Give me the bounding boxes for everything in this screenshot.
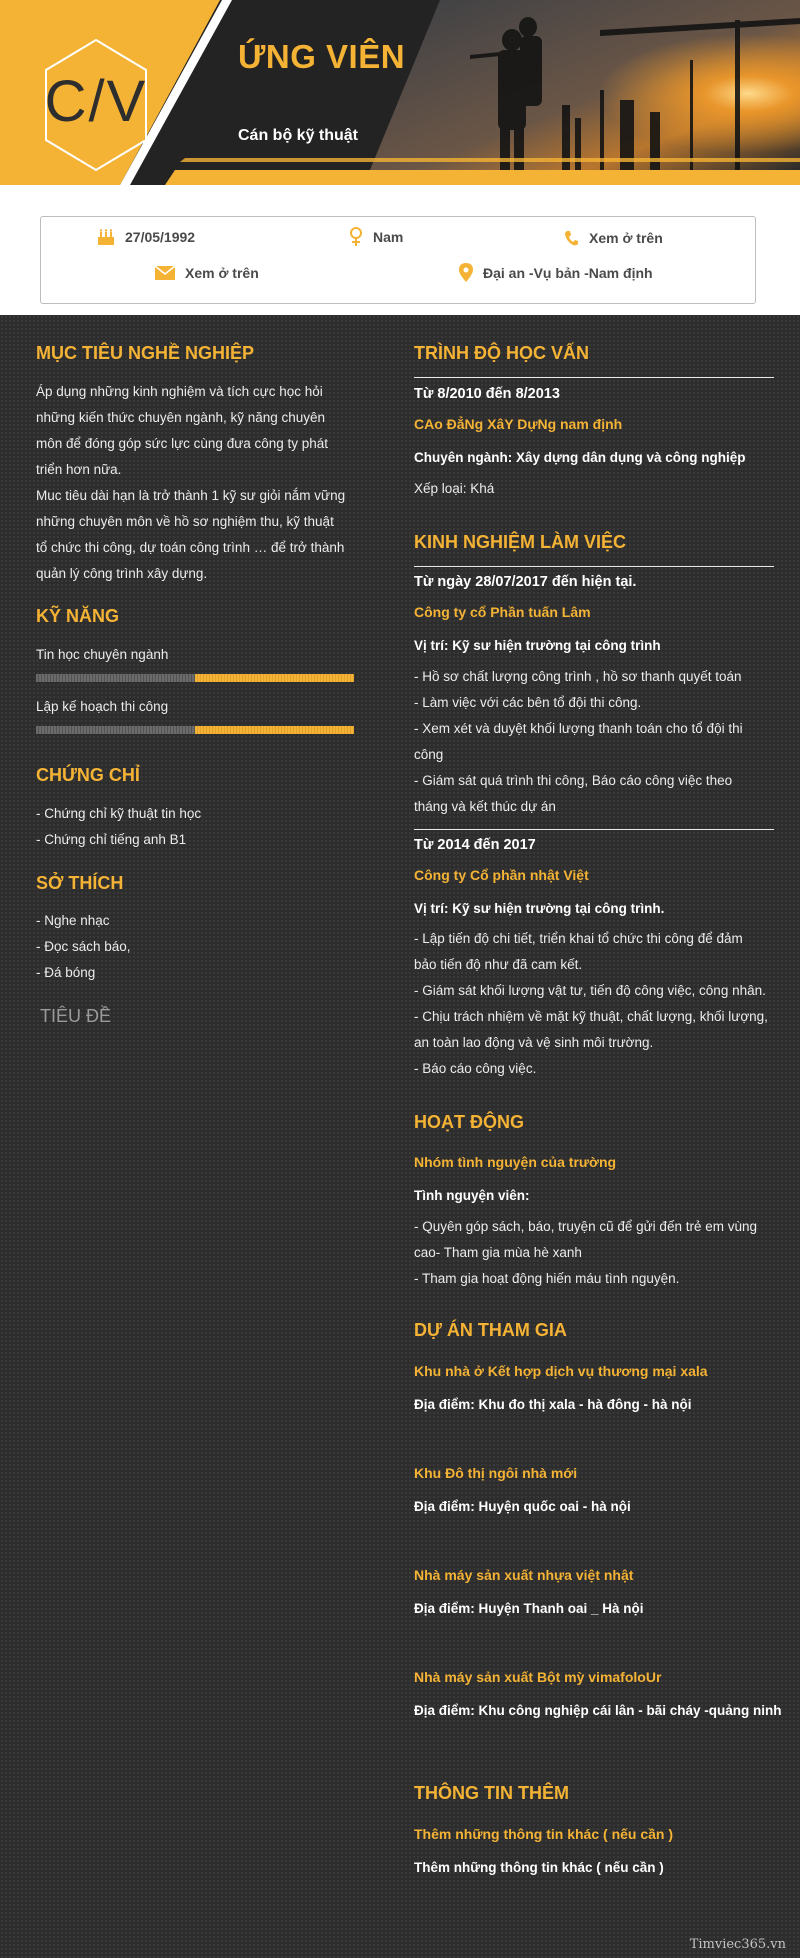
email-field	[155, 265, 259, 281]
project-name: Khu Đô thị ngôi nhà mới	[414, 1465, 578, 1481]
objective-line: triển hơn nữa.	[36, 462, 122, 477]
birthday-field	[97, 229, 195, 245]
activity-group: Nhóm tình nguyện của trường	[414, 1154, 617, 1170]
job-duty-line: - Xem xét và duyệt khối lượng thanh toán cho tổ đội thi	[414, 721, 743, 736]
extra-section-title[interactable]: TIÊU ĐỀ	[40, 1006, 112, 1026]
phone-value: Xem ở trên	[589, 230, 663, 246]
activity-line: - Tham gia hoạt động hiến máu tình nguyện.	[414, 1271, 680, 1286]
hobby-item: - Đá bóng	[36, 965, 96, 980]
location-pin-icon	[459, 263, 473, 282]
education-period: Từ 8/2010 đến 8/2013	[414, 386, 560, 402]
certificates-title: CHỨNG CHỈ	[36, 765, 140, 785]
education-major: Chuyên ngành: Xây dựng dân dụng và công nghiệp	[414, 450, 746, 465]
job-duty-line: - Giám sát khối lượng vật tư, tiến độ công việc, công nhân.	[414, 983, 766, 998]
objective-line: tổ chức thi công, dự toán công trình … để trở thành	[36, 540, 345, 555]
hobby-item: - Nghe nhạc	[36, 913, 110, 928]
envelope-icon	[155, 266, 175, 280]
projects-title: DỰ ÁN THAM GIA	[414, 1320, 567, 1340]
objective-line: môn để đóng góp sức lực cùng đưa công ty phát	[36, 436, 329, 451]
job-duty-line: - Giám sát quá trình thi công, Báo cáo công việc theo	[414, 773, 733, 788]
divider	[414, 377, 774, 378]
activity-line: - Quyên góp sách, báo, truyện cũ để gửi đến trẻ em vùng	[414, 1219, 757, 1234]
site-watermark: Timviec365.vn	[689, 1937, 786, 1952]
certificates-list	[36, 801, 201, 853]
more-info-subtitle: Thêm những thông tin khác ( nếu cần )	[414, 1826, 674, 1842]
job-duty-line: - Hồ sơ chất lượng công trình , hồ sơ thanh quyết toán	[414, 669, 742, 684]
job-period: Từ 2014 đến 2017	[414, 837, 536, 853]
divider	[414, 829, 774, 830]
job-duty-line: - Làm việc với các bên tổ đội thi công.	[414, 695, 642, 710]
school-name: CAo ĐẳNg XâY DựNg nam định	[414, 416, 623, 432]
skill-label: Lập kế hoạch thi công	[36, 699, 169, 714]
address-value: Đại an -Vụ bản -Nam định	[483, 264, 653, 281]
project-location: Địa điểm: Huyện quốc oai - hà nội	[414, 1499, 631, 1514]
more-info-title: THÔNG TIN THÊM	[414, 1783, 569, 1803]
skills-title: KỸ NĂNG	[36, 606, 120, 626]
hobbies-list	[36, 908, 131, 986]
gender-field	[349, 227, 403, 247]
project-location: Địa điểm: Huyện Thanh oai _ Hà nội	[414, 1601, 644, 1616]
certificate-item: - Chứng chỉ tiếng anh B1	[36, 832, 187, 847]
job-duty-line: bảo tiến độ như đã cam kết.	[414, 957, 583, 972]
skill-bar-fill	[195, 726, 354, 734]
gender-value: Nam	[373, 229, 404, 245]
job-duties	[414, 664, 784, 820]
candidate-role: Cán bộ kỹ thuật	[238, 127, 359, 144]
job-duties	[414, 926, 790, 1082]
phone-field	[563, 229, 663, 247]
birthday-value: 27/05/1992	[125, 229, 196, 245]
email-value: Xem ở trên	[185, 265, 259, 281]
certificate-item: - Chứng chỉ kỹ thuật tin học	[36, 806, 202, 821]
skill-bar	[36, 726, 354, 734]
job-duty-line: công	[414, 747, 444, 762]
education-title: TRÌNH ĐỘ HỌC VẤN	[414, 343, 589, 363]
job-company: Công ty cổ Phần tuấn Lâm	[414, 604, 591, 620]
job-duty-line: - Báo cáo công việc.	[414, 1061, 537, 1076]
address-field	[459, 263, 653, 282]
job-duty-line: - Lập tiến độ chi tiết, triển khai tổ chức thi công để đảm	[414, 931, 743, 946]
project-name: Nhà máy sản xuất Bột mỳ vimafoloUr	[414, 1669, 662, 1685]
cake-icon	[97, 229, 115, 245]
job-period: Từ ngày 28/07/2017 đến hiện tại.	[414, 574, 637, 590]
objective-text	[36, 379, 366, 587]
project-name: Khu nhà ở Kết hợp dịch vụ thương mại xala	[414, 1363, 708, 1379]
job-position: Vị trí: Kỹ sư hiện trường tại công trình.	[414, 901, 665, 916]
female-symbol-icon	[349, 227, 363, 247]
objective-line: những kiến thức chuyên ngành, kỹ năng chuyên	[36, 410, 326, 425]
project-location: Địa điểm: Khu đo thị xala - hà đông - hà nội	[414, 1397, 692, 1412]
job-duty-line: - Chịu trách nhiệm về mặt kỹ thuật, chất lượng, khối lượng,	[414, 1009, 768, 1024]
activity-line: cao- Tham gia mùa hè xanh	[414, 1245, 582, 1260]
hobbies-title: SỞ THÍCH	[36, 873, 124, 893]
skill-bar	[36, 674, 354, 682]
more-info-text: Thêm những thông tin khác ( nếu cần )	[414, 1860, 664, 1875]
candidate-name: ỨNG VIÊN	[238, 38, 406, 75]
phone-icon	[563, 229, 579, 247]
objective-line: Áp dụng những kinh nghiệm và tích cực học hỏi	[36, 384, 323, 399]
objective-title: MỤC TIÊU NGHỀ NGHIỆP	[36, 343, 255, 363]
objective-line: quản lý công trình xây dựng.	[36, 566, 208, 581]
cv-logo: C/V	[44, 69, 148, 134]
job-duty-line: an toàn lao động và vệ sinh môi trường.	[414, 1035, 654, 1050]
job-position: Vị trí: Kỹ sư hiện trường tại công trình	[414, 638, 661, 653]
objective-line: những chuyên môn về hồ sơ nghiệm thu, kỹ thuật	[36, 514, 334, 529]
project-location: Địa điểm: Khu công nghiệp cái lân - bãi cháy -quảng ninh	[414, 1703, 782, 1718]
education-grade: Xếp loại: Khá	[414, 481, 495, 496]
job-company: Công ty Cổ phần nhật Việt	[414, 867, 589, 883]
cv-header	[0, 0, 800, 203]
project-name: Nhà máy sản xuất nhựa việt nhật	[414, 1567, 634, 1583]
objective-line: Muc tiêu dài hạn là trở thành 1 kỹ sư giỏi nắm vững	[36, 488, 346, 503]
activities-title: HOẠT ĐỘNG	[414, 1112, 524, 1132]
contact-info-box	[40, 216, 756, 304]
skill-bar-fill	[195, 674, 354, 682]
experience-title: KINH NGHIỆM LÀM VIỆC	[414, 532, 627, 552]
activity-role: Tình nguyện viên:	[414, 1188, 530, 1203]
skill-label: Tin học chuyên ngành	[36, 647, 169, 662]
hobby-item: - Đọc sách báo,	[36, 939, 131, 954]
activity-details	[414, 1214, 790, 1292]
job-duty-line: tháng và kết thúc dự án	[414, 799, 556, 814]
divider	[414, 566, 774, 567]
